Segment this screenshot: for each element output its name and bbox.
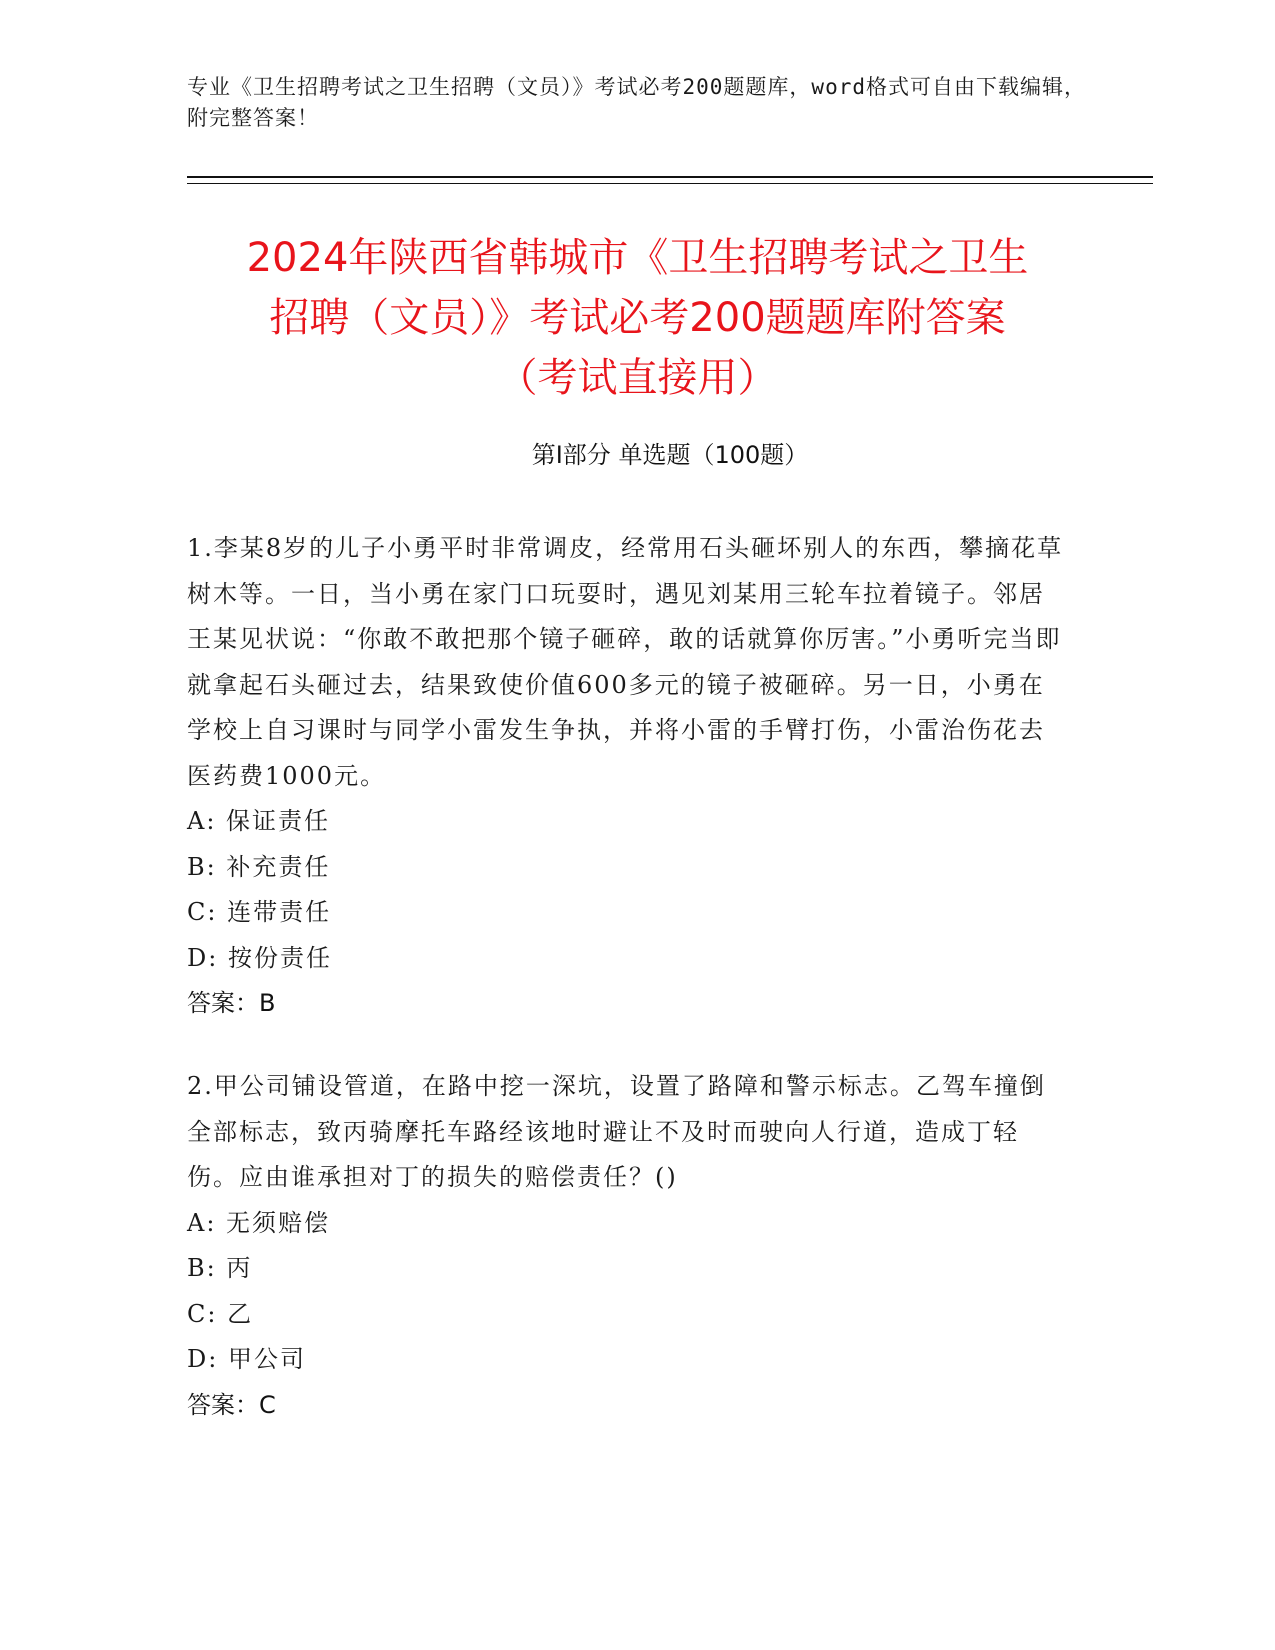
option-d: D: 按份责任 — [187, 943, 332, 972]
document-title-line-2: 招聘（文员）》考试必考200题题库附答案 — [269, 295, 1006, 341]
option-b: B: 补充责任 — [187, 852, 331, 881]
answer: 答案：C — [187, 1390, 276, 1419]
question-stem: 2.甲公司铺设管道，在路中挖一深坑，设置了路障和警示标志。乙驾车撞倒全部标志，致丙骑摩托车路经该地时避让不及时而驶向人行道，造成丁轻伤。应由谁承担对丁的损失的赔偿责任？() — [187, 1072, 1046, 1191]
header-note: 专业《卫生招聘考试之卫生招聘（文员）》考试必考200题题库，word格式可自由下载编辑，附完整答案！ — [187, 75, 1086, 130]
option-c: C: 连带责任 — [187, 898, 332, 926]
question-2 — [187, 1064, 1067, 1428]
header-divider-thick — [187, 176, 1153, 178]
header-divider-thin — [187, 183, 1153, 184]
option-c: C: 乙 — [187, 1299, 254, 1328]
option-a: A: 无须赔偿 — [187, 1208, 331, 1237]
question-1 — [187, 526, 1067, 1027]
question-stem: 1.李某8岁的儿子小勇平时非常调皮，经常用石头砸坏别人的东西，攀摘花草树木等。一日，当小勇在家门口玩耍时，遇见刘某用三轮车拉着镜子。邻居王某见状说：“你敢不敢把那个镜子砸碎，敢的话就算你厉害。”小勇听完当即就拿起石头砸过去，结果致使价值600多元的镜子被砸碎。另一日，小勇在学校上自习课时与同学小雷发生争执，并将小雷的手臂打伤，小雷治伤花去医药费1000元。 — [187, 534, 1064, 790]
document-title-line-3: （考试直接用） — [497, 355, 778, 401]
document-title — [150, 228, 1125, 408]
section-heading: 第Ⅰ部分 单选题（100题） — [531, 441, 809, 469]
option-d: D: 甲公司 — [187, 1345, 306, 1373]
document-title-line-1: 2024年陕西省韩城市《卫生招聘考试之卫生 — [246, 235, 1029, 281]
option-b: B: 丙 — [187, 1254, 253, 1282]
answer: 答案：B — [187, 989, 276, 1017]
option-a: A: 保证责任 — [187, 807, 331, 835]
